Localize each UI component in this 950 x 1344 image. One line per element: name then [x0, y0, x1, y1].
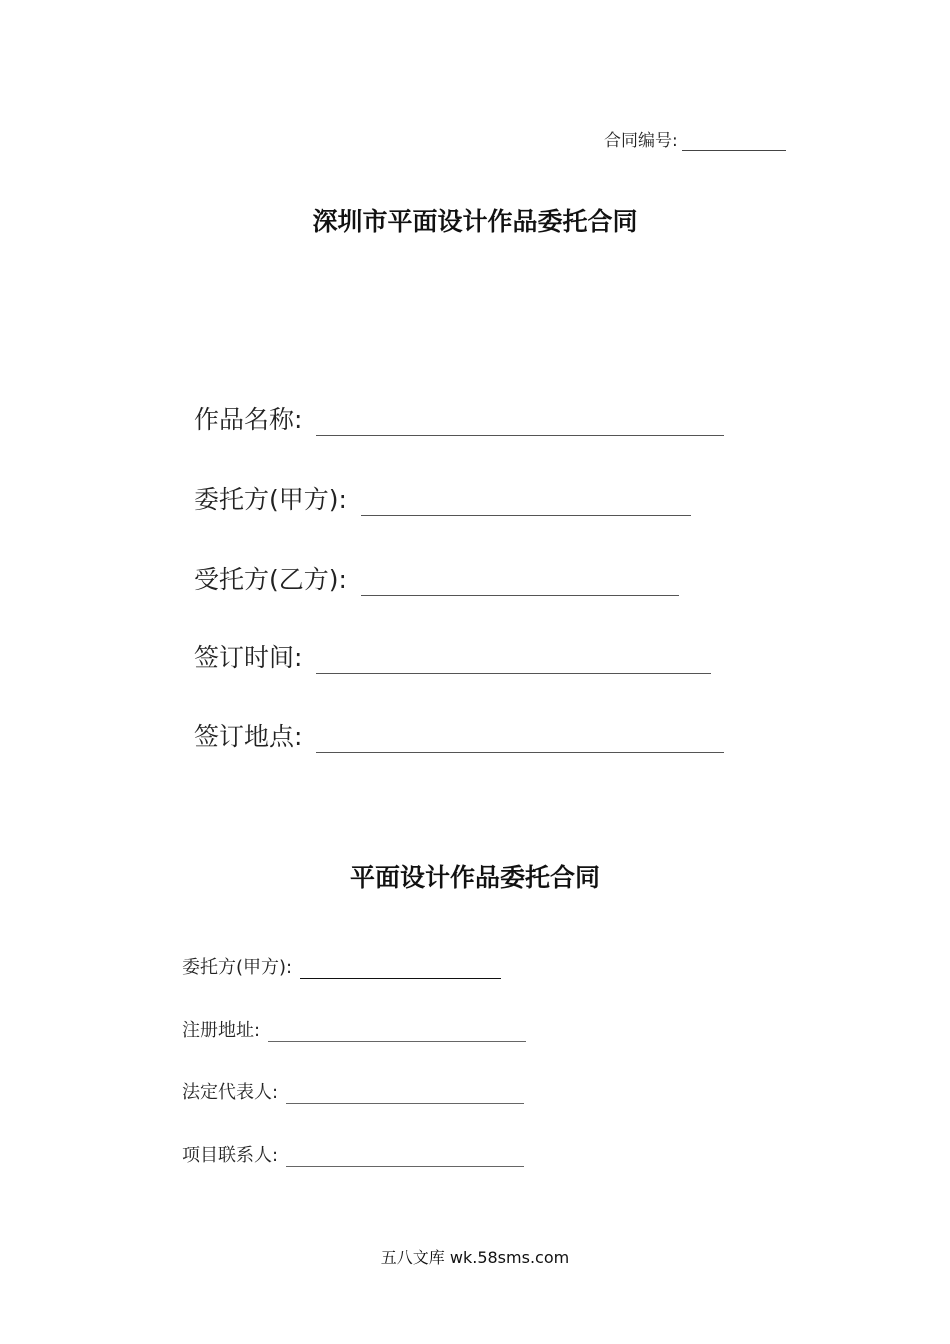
party-field-contact	[182, 1141, 524, 1167]
document-title: 深圳市平面设计作品委托合同	[312, 207, 638, 236]
party-field-blank	[286, 1085, 524, 1104]
cover-field-label: 委托方(甲方):	[194, 485, 347, 514]
cover-field-label: 受托方(乙方):	[194, 565, 347, 594]
contract-number-label: 合同编号:	[604, 131, 678, 151]
cover-field-work-name	[194, 400, 724, 436]
cover-field-blank	[316, 726, 724, 753]
party-field-legal-rep	[182, 1078, 524, 1104]
party-field-client	[182, 953, 501, 979]
contract-number-blank	[682, 132, 786, 151]
cover-field-blank	[361, 569, 679, 596]
party-field-label: 法定代表人:	[182, 1082, 279, 1103]
section-title: 平面设计作品委托合同	[349, 863, 600, 892]
cover-field-client	[194, 480, 691, 516]
party-field-blank	[268, 1023, 526, 1042]
cover-field-label: 签订时间:	[194, 643, 303, 672]
cover-field-sign-date	[194, 638, 711, 674]
cover-field-sign-place	[194, 717, 724, 753]
cover-field-blank	[316, 647, 711, 674]
footer-watermark: 五八文库 wk.58sms.com	[380, 1248, 570, 1267]
party-field-label: 注册地址:	[182, 1020, 261, 1041]
party-field-blank	[300, 960, 501, 979]
party-field-address	[182, 1016, 526, 1042]
cover-field-blank	[316, 409, 724, 436]
cover-field-blank	[361, 489, 691, 516]
contract-number-field	[604, 126, 786, 151]
cover-field-label: 作品名称:	[194, 405, 303, 434]
party-field-blank	[286, 1148, 524, 1167]
cover-field-label: 签订地点:	[194, 722, 303, 751]
party-field-label: 项目联系人:	[182, 1145, 279, 1166]
party-field-label: 委托方(甲方):	[182, 957, 293, 978]
cover-field-contractor	[194, 560, 679, 596]
